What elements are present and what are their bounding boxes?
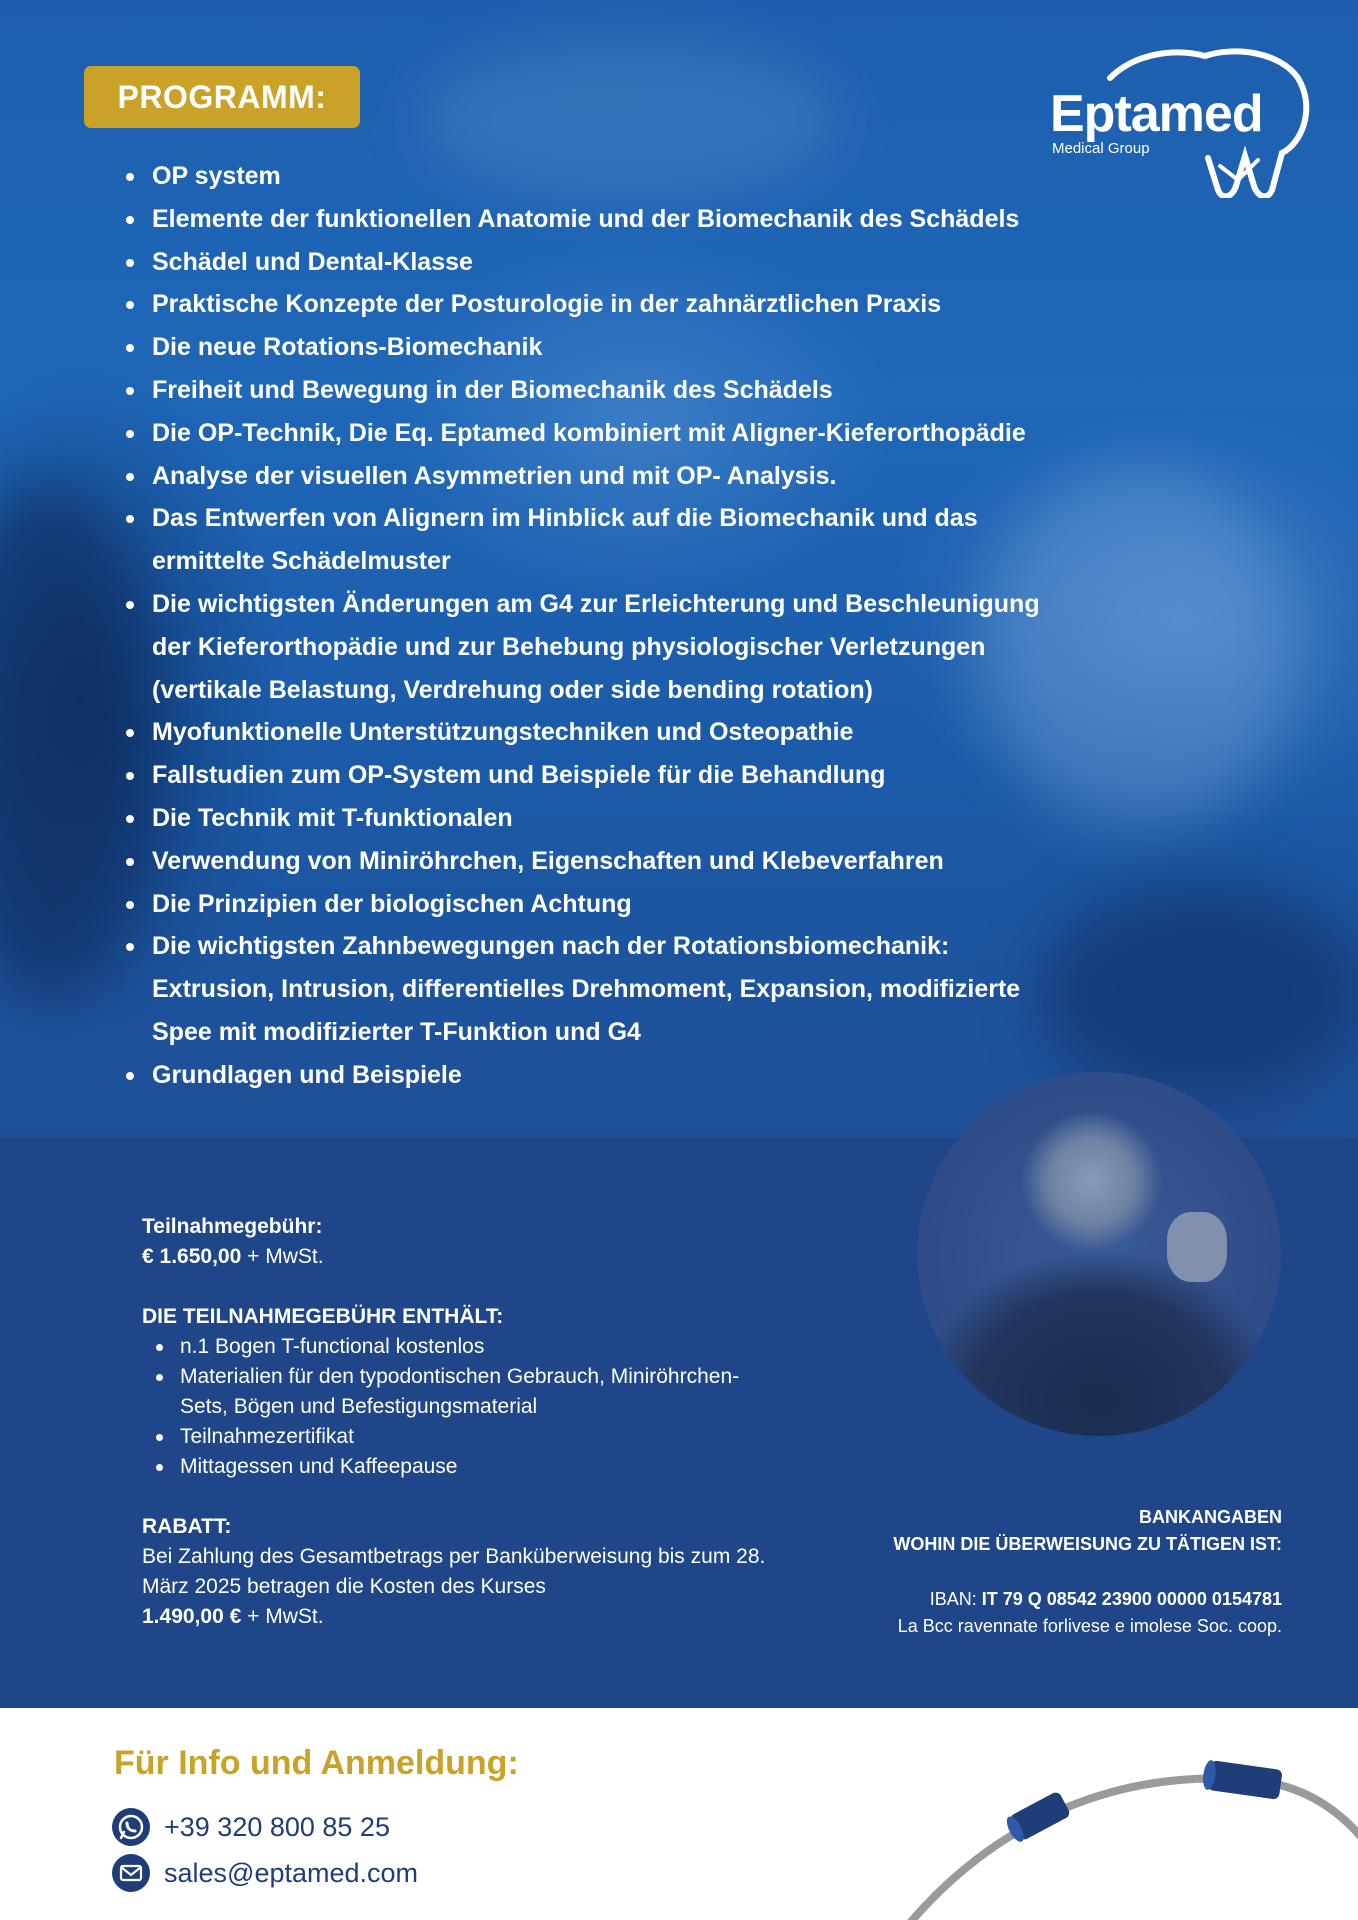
list-item: Die wichtigsten Zahnbewegungen nach der Rotationsbiomechanik: Extrusion, Intrusion, differentielles Drehmoment, Expansion, modifizierte Spee mit modifizierter T-Funktion und G4 — [122, 925, 1042, 1053]
logo-wordmark: Eptamed — [1050, 85, 1263, 143]
fee-label: Teilnahmegebühr: — [142, 1215, 323, 1238]
list-item: Fallstudien zum OP-System und Beispiele für die Behandlung — [122, 754, 1102, 797]
email-address[interactable]: sales@eptamed.com — [164, 1857, 419, 1888]
list-item: Elemente der funktionellen Anatomie und der Biomechanik des Schädels — [122, 198, 1102, 241]
contact-title: Für Info und Anmeldung: — [114, 1744, 519, 1782]
iban-line — [770, 1586, 1282, 1613]
list-item: Analyse der visuellen Asymmetrien und mit OP- Analysis. — [122, 455, 1102, 498]
phone-contact[interactable] — [112, 1807, 390, 1847]
list-item: Teilnahmezertifikat — [142, 1422, 802, 1452]
list-item: Verwendung von Miniröhrchen, Eigenschaften und Klebeverfahren — [122, 840, 1102, 883]
phone-number[interactable]: +39 320 800 85 25 — [164, 1811, 390, 1842]
list-item: Die neue Rotations-Biomechanik — [122, 326, 1102, 369]
list-item: Die wichtigsten Änderungen am G4 zur Erleichterung und Beschleunigung der Kieferorthopädie und zur Behebung physiologischer Verletzungen (vertikale Belastung, Verdrehung oder side bending rotation) — [122, 583, 1042, 711]
discount-line — [142, 1602, 802, 1632]
bank-title: BANKANGABEN — [1139, 1507, 1282, 1527]
includes-list — [142, 1332, 802, 1482]
iban-value: IT 79 Q 08542 23900 00000 0154781 — [981, 1589, 1282, 1609]
fee-tax: + MwSt. — [247, 1245, 324, 1268]
list-item: Die Prinzipien der biologischen Achtung — [122, 883, 1102, 926]
list-item: Myofunktionelle Unterstützungstechniken und Osteopathie — [122, 711, 1102, 754]
list-item: Materialien für den typodontischen Gebrauch, Miniröhrchen-Sets, Bögen und Befestigungsmaterial — [142, 1362, 782, 1422]
fee-line — [142, 1242, 802, 1272]
list-item: Die Technik mit T-funktionalen — [122, 797, 1102, 840]
iban-label: IBAN: — [929, 1589, 977, 1609]
discount-tax: + MwSt. — [247, 1605, 324, 1628]
list-item: Praktische Konzepte der Posturologie in der zahnärztlichen Praxis — [122, 283, 1102, 326]
list-item: Freiheit und Bewegung in der Biomechanik des Schädels — [122, 369, 1102, 412]
bank-subtitle: WOHIN DIE ÜBERWEISUNG ZU TÄTIGEN IST: — [893, 1534, 1282, 1554]
list-item: n.1 Bogen T-functional kostenlos — [142, 1332, 802, 1362]
list-item: Die OP-Technik, Die Eq. Eptamed kombiniert mit Aligner-Kieferorthopädie — [122, 412, 1102, 455]
fee-amount: € 1.650,00 — [142, 1245, 242, 1268]
speaker-photo — [917, 1072, 1281, 1436]
bank-name: La Bcc ravennate forlivese e imolese Soc. coop. — [897, 1616, 1282, 1636]
list-item: Grundlagen und Beispiele — [122, 1054, 1102, 1097]
includes-title: DIE TEILNAHMEGEBÜHR ENTHÄLT: — [142, 1305, 504, 1328]
discount-text: Bei Zahlung des Gesamtbetrags per Banküberweisung bis zum 28. März 2025 betragen die Kosten des Kurses — [142, 1545, 766, 1598]
logo-subtitle: Medical Group — [1052, 140, 1150, 157]
list-item: Mittagessen und Kaffeepause — [142, 1452, 802, 1482]
contact-footer — [0, 1708, 1358, 1920]
list-item: Schädel und Dental-Klasse — [122, 241, 1102, 284]
list-item: Das Entwerfen von Alignern im Hinblick auf die Biomechanik und das ermittelte Schädelmuster — [122, 497, 1022, 583]
bank-details — [770, 1504, 1282, 1640]
discount-title: RABATT: — [142, 1515, 232, 1538]
program-badge: PROGRAMM: — [84, 66, 360, 128]
fees-block — [142, 1212, 802, 1632]
program-topics — [122, 155, 1102, 1097]
mail-icon — [112, 1854, 150, 1892]
discount-amount: 1.490,00 € — [142, 1605, 242, 1628]
orthodontic-wire-illustration — [880, 1708, 1358, 1920]
whatsapp-icon — [112, 1808, 150, 1846]
email-contact[interactable] — [112, 1853, 418, 1893]
list-item: OP system — [122, 155, 1102, 198]
